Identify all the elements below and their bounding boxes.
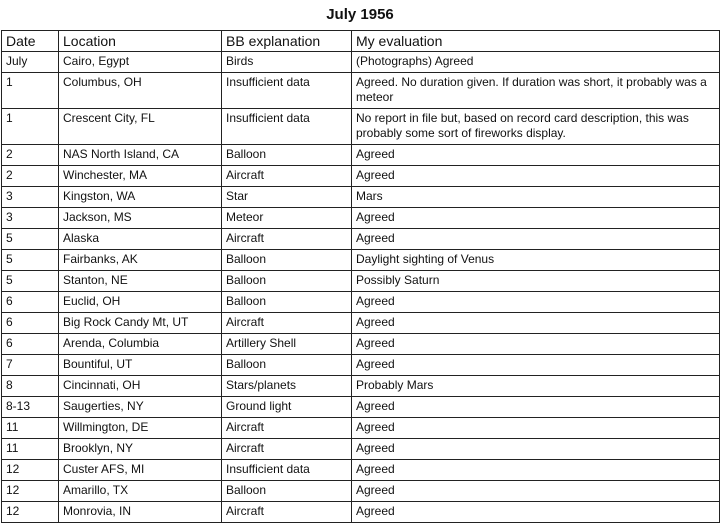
location-cell: Cairo, Egypt [59, 52, 222, 73]
table-row [2, 229, 720, 250]
table-row [2, 439, 720, 460]
evaluation-cell: Agreed [352, 397, 720, 418]
table-row [2, 355, 720, 376]
date-cell: 5 [2, 250, 59, 271]
date-cell: 2 [2, 166, 59, 187]
evaluation-cell: No report in file but, based on record card description, this was probably some sort of fireworks display. [352, 109, 720, 145]
bb-explanation-cell: Balloon [222, 145, 352, 166]
date-cell: 11 [2, 439, 59, 460]
location-cell: Columbus, OH [59, 73, 222, 109]
header-date: Date [2, 31, 59, 52]
evaluation-cell: Agreed [352, 145, 720, 166]
location-cell: Kingston, WA [59, 187, 222, 208]
location-cell: Big Rock Candy Mt, UT [59, 313, 222, 334]
table-row [2, 73, 720, 109]
table-row [2, 292, 720, 313]
evaluation-cell: Agreed [352, 418, 720, 439]
evaluation-cell: Daylight sighting of Venus [352, 250, 720, 271]
bb-explanation-cell: Insufficient data [222, 73, 352, 109]
date-cell: 3 [2, 187, 59, 208]
date-cell: July [2, 52, 59, 73]
table-row [2, 502, 720, 523]
table-row [2, 250, 720, 271]
date-cell: 8-13 [2, 397, 59, 418]
evaluation-cell: Agreed [352, 229, 720, 250]
location-cell: Monrovia, IN [59, 502, 222, 523]
location-cell: Fairbanks, AK [59, 250, 222, 271]
bb-explanation-cell: Insufficient data [222, 460, 352, 481]
bb-explanation-cell: Balloon [222, 292, 352, 313]
bb-explanation-cell: Balloon [222, 355, 352, 376]
date-cell: 8 [2, 376, 59, 397]
table-row [2, 334, 720, 355]
date-cell: 5 [2, 229, 59, 250]
location-cell: Alaska [59, 229, 222, 250]
location-cell: Euclid, OH [59, 292, 222, 313]
bb-explanation-cell: Aircraft [222, 229, 352, 250]
date-cell: 6 [2, 313, 59, 334]
header-bb-explanation: BB explanation [222, 31, 352, 52]
table-row [2, 376, 720, 397]
bb-explanation-cell: Balloon [222, 271, 352, 292]
location-cell: Brooklyn, NY [59, 439, 222, 460]
bb-explanation-cell: Aircraft [222, 166, 352, 187]
evaluation-cell: Probably Mars [352, 376, 720, 397]
table-row [2, 166, 720, 187]
date-cell: 12 [2, 481, 59, 502]
date-cell: 1 [2, 109, 59, 145]
location-cell: Winchester, MA [59, 166, 222, 187]
date-cell: 1 [2, 73, 59, 109]
bb-explanation-cell: Aircraft [222, 418, 352, 439]
location-cell: Bountiful, UT [59, 355, 222, 376]
table-row [2, 418, 720, 439]
bb-explanation-cell: Balloon [222, 250, 352, 271]
bb-explanation-cell: Insufficient data [222, 109, 352, 145]
bb-explanation-cell: Aircraft [222, 502, 352, 523]
date-cell: 7 [2, 355, 59, 376]
evaluation-cell: Agreed [352, 166, 720, 187]
evaluation-cell: Possibly Saturn [352, 271, 720, 292]
location-cell: Saugerties, NY [59, 397, 222, 418]
date-cell: 6 [2, 292, 59, 313]
bb-explanation-cell: Artillery Shell [222, 334, 352, 355]
date-cell: 3 [2, 208, 59, 229]
header-my-evaluation: My evaluation [352, 31, 720, 52]
date-cell: 6 [2, 334, 59, 355]
location-cell: Amarillo, TX [59, 481, 222, 502]
evaluation-cell: Agreed [352, 313, 720, 334]
page-title: July 1956 [326, 6, 394, 23]
table-row [2, 481, 720, 502]
evaluation-cell: Agreed [352, 208, 720, 229]
table-row [2, 271, 720, 292]
date-cell: 2 [2, 145, 59, 166]
evaluation-cell: Agreed [352, 460, 720, 481]
location-cell: Cincinnati, OH [59, 376, 222, 397]
location-cell: Custer AFS, MI [59, 460, 222, 481]
bb-explanation-cell: Meteor [222, 208, 352, 229]
date-cell: 11 [2, 418, 59, 439]
header-row [2, 31, 720, 52]
evaluation-cell: Mars [352, 187, 720, 208]
evaluation-cell: Agreed. No duration given. If duration was short, it probably was a meteor [352, 73, 720, 109]
location-cell: Crescent City, FL [59, 109, 222, 145]
table-row [2, 187, 720, 208]
evaluation-cell: Agreed [352, 355, 720, 376]
table-row [2, 145, 720, 166]
table-row [2, 109, 720, 145]
table-row [2, 313, 720, 334]
table-row [2, 52, 720, 73]
evaluation-table [1, 30, 720, 523]
evaluation-cell: Agreed [352, 481, 720, 502]
bb-explanation-cell: Ground light [222, 397, 352, 418]
location-cell: Jackson, MS [59, 208, 222, 229]
date-cell: 12 [2, 460, 59, 481]
bb-explanation-cell: Aircraft [222, 439, 352, 460]
bb-explanation-cell: Balloon [222, 481, 352, 502]
evaluation-cell: Agreed [352, 292, 720, 313]
table-row [2, 208, 720, 229]
date-cell: 5 [2, 271, 59, 292]
date-cell: 12 [2, 502, 59, 523]
bb-explanation-cell: Aircraft [222, 313, 352, 334]
location-cell: Willmington, DE [59, 418, 222, 439]
table-row [2, 397, 720, 418]
header-location: Location [59, 31, 222, 52]
bb-explanation-cell: Birds [222, 52, 352, 73]
bb-explanation-cell: Star [222, 187, 352, 208]
location-cell: Stanton, NE [59, 271, 222, 292]
table-row [2, 460, 720, 481]
location-cell: NAS North Island, CA [59, 145, 222, 166]
location-cell: Arenda, Columbia [59, 334, 222, 355]
evaluation-cell: Agreed [352, 439, 720, 460]
evaluation-cell: Agreed [352, 502, 720, 523]
evaluation-cell: Agreed [352, 334, 720, 355]
evaluation-cell: (Photographs) Agreed [352, 52, 720, 73]
bb-explanation-cell: Stars/planets [222, 376, 352, 397]
